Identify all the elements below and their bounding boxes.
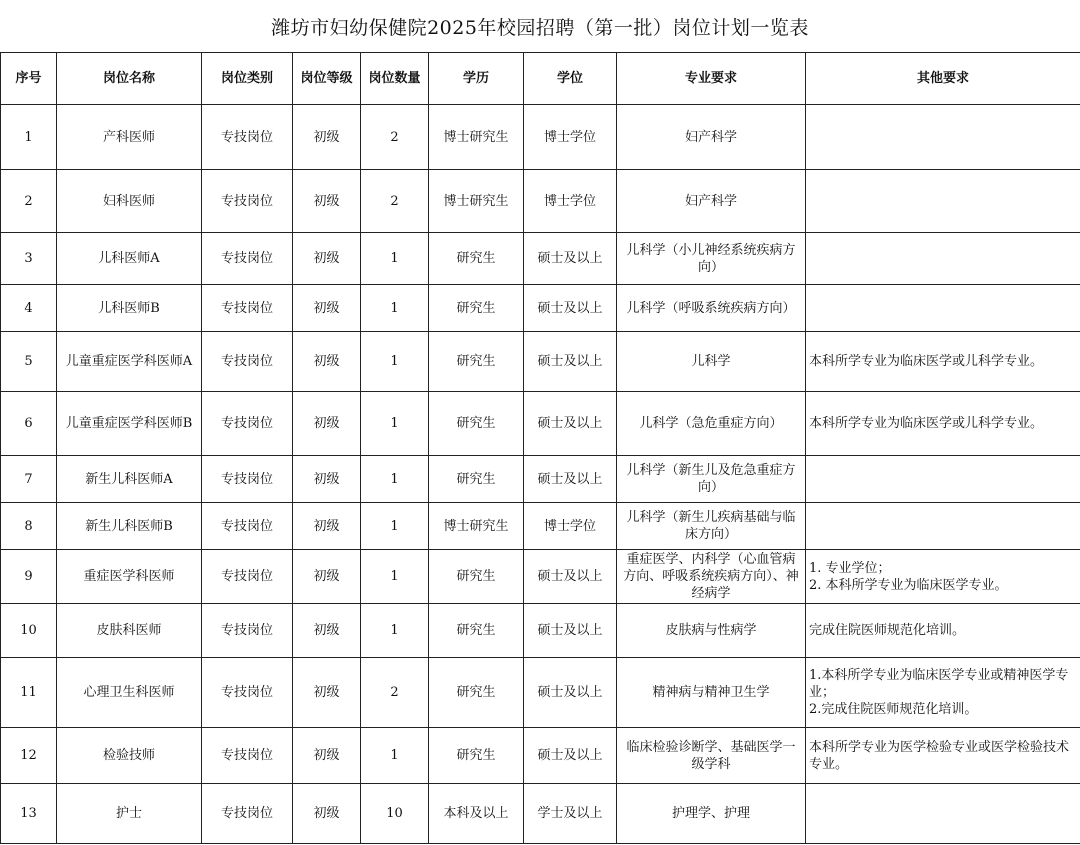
table-cell: 10 (1, 604, 57, 658)
table-cell: 硕士及以上 (524, 285, 617, 332)
table-cell (806, 170, 1080, 233)
table-cell: 本科及以上 (429, 784, 524, 844)
table-cell: 本科所学专业为临床医学或儿科学专业。 (806, 332, 1080, 392)
table-cell: 9 (1, 550, 57, 604)
table-cell: 博士学位 (524, 170, 617, 233)
header-cell: 其他要求 (806, 53, 1080, 105)
header-cell: 岗位数量 (361, 53, 429, 105)
table-cell: 研究生 (429, 604, 524, 658)
table-row (1, 728, 1080, 784)
table-cell (806, 233, 1080, 285)
table-cell: 研究生 (429, 658, 524, 728)
table-cell: 6 (1, 392, 57, 456)
table-cell: 1 (361, 456, 429, 503)
table-cell: 1.本科所学专业为临床医学专业或精神医学专业； 2.完成住院医师规范化培训。 (806, 658, 1080, 728)
table-cell: 心理卫生科医师 (57, 658, 202, 728)
table-cell: 初级 (293, 332, 361, 392)
table-cell: 皮肤科医师 (57, 604, 202, 658)
position-table (0, 52, 1080, 844)
table-cell: 儿童重症医学科医师B (57, 392, 202, 456)
table-cell: 精神病与精神卫生学 (617, 658, 806, 728)
table-cell: 专技岗位 (202, 550, 293, 604)
table-cell: 硕士及以上 (524, 233, 617, 285)
table-cell (806, 784, 1080, 844)
table-cell: 2 (361, 170, 429, 233)
table-cell: 初级 (293, 784, 361, 844)
table-cell: 研究生 (429, 233, 524, 285)
table-row (1, 332, 1080, 392)
table-cell: 妇产科学 (617, 105, 806, 170)
table-cell: 初级 (293, 604, 361, 658)
header-cell: 学位 (524, 53, 617, 105)
table-cell: 新生儿科医师A (57, 456, 202, 503)
table-cell: 新生儿科医师B (57, 503, 202, 550)
table-cell: 初级 (293, 392, 361, 456)
table-cell: 1 (361, 233, 429, 285)
header-cell: 序号 (1, 53, 57, 105)
table-cell: 博士学位 (524, 105, 617, 170)
table-cell (806, 503, 1080, 550)
table-cell: 博士研究生 (429, 503, 524, 550)
table-cell: 1 (361, 285, 429, 332)
table-cell: 专技岗位 (202, 392, 293, 456)
table-cell: 3 (1, 233, 57, 285)
table-cell: 专技岗位 (202, 233, 293, 285)
table-cell: 儿科医师B (57, 285, 202, 332)
table-cell: 临床检验诊断学、基础医学一级学科 (617, 728, 806, 784)
table-cell: 初级 (293, 233, 361, 285)
table-cell: 专技岗位 (202, 105, 293, 170)
table-cell: 完成住院医师规范化培训。 (806, 604, 1080, 658)
table-cell: 2 (361, 105, 429, 170)
table-row (1, 456, 1080, 503)
header-cell: 岗位等级 (293, 53, 361, 105)
table-cell: 7 (1, 456, 57, 503)
table-cell: 初级 (293, 550, 361, 604)
table-cell: 4 (1, 285, 57, 332)
table-row (1, 604, 1080, 658)
table-cell: 妇科医师 (57, 170, 202, 233)
table-row (1, 550, 1080, 604)
table-cell: 硕士及以上 (524, 392, 617, 456)
table-cell: 初级 (293, 658, 361, 728)
table-cell: 本科所学专业为临床医学或儿科学专业。 (806, 392, 1080, 456)
table-cell: 初级 (293, 285, 361, 332)
table-cell: 研究生 (429, 332, 524, 392)
table-cell (806, 456, 1080, 503)
header-cell: 专业要求 (617, 53, 806, 105)
table-cell (806, 105, 1080, 170)
table-cell: 5 (1, 332, 57, 392)
table-cell: 1 (361, 604, 429, 658)
table-row (1, 784, 1080, 844)
table-cell: 专技岗位 (202, 170, 293, 233)
table-cell: 初级 (293, 728, 361, 784)
table-cell: 1 (1, 105, 57, 170)
table-cell: 产科医师 (57, 105, 202, 170)
table-row (1, 105, 1080, 170)
header-row (1, 53, 1080, 105)
table-cell: 研究生 (429, 285, 524, 332)
table-cell: 初级 (293, 456, 361, 503)
table-cell: 8 (1, 503, 57, 550)
table-cell: 专技岗位 (202, 503, 293, 550)
table-cell: 2 (1, 170, 57, 233)
table-row (1, 503, 1080, 550)
table-cell: 硕士及以上 (524, 658, 617, 728)
header-cell: 岗位类别 (202, 53, 293, 105)
table-row (1, 233, 1080, 285)
table-cell: 护士 (57, 784, 202, 844)
table-cell: 儿科学（新生儿及危急重症方向） (617, 456, 806, 503)
table-cell: 研究生 (429, 728, 524, 784)
table-cell: 专技岗位 (202, 784, 293, 844)
table-cell: 1 (361, 550, 429, 604)
table-cell: 2 (361, 658, 429, 728)
table-cell: 1 (361, 728, 429, 784)
table-cell: 初级 (293, 170, 361, 233)
table-cell: 妇产科学 (617, 170, 806, 233)
table-cell: 10 (361, 784, 429, 844)
header-cell: 岗位名称 (57, 53, 202, 105)
table-cell: 重症医学、内科学（心血管病方向、呼吸系统疾病方向）、神经病学 (617, 550, 806, 604)
table-cell: 专技岗位 (202, 604, 293, 658)
table-cell: 1 (361, 392, 429, 456)
page-title: 潍坊市妇幼保健院2025年校园招聘（第一批）岗位计划一览表 (271, 16, 809, 39)
table-cell: 初级 (293, 503, 361, 550)
table-cell: 儿科学（急危重症方向） (617, 392, 806, 456)
table-cell: 皮肤病与性病学 (617, 604, 806, 658)
table-cell: 儿童重症医学科医师A (57, 332, 202, 392)
table-cell: 12 (1, 728, 57, 784)
table-cell: 硕士及以上 (524, 550, 617, 604)
table-cell: 儿科学（呼吸系统疾病方向） (617, 285, 806, 332)
table-cell: 硕士及以上 (524, 604, 617, 658)
table-cell: 博士研究生 (429, 105, 524, 170)
table-row (1, 658, 1080, 728)
table-cell: 硕士及以上 (524, 456, 617, 503)
table-cell: 专技岗位 (202, 332, 293, 392)
table-cell: 专技岗位 (202, 456, 293, 503)
table-cell: 专技岗位 (202, 728, 293, 784)
table-cell: 1 (361, 332, 429, 392)
table-cell: 学士及以上 (524, 784, 617, 844)
table-cell: 检验技师 (57, 728, 202, 784)
table-cell: 研究生 (429, 456, 524, 503)
table-cell: 重症医学科医师 (57, 550, 202, 604)
table-cell: 1 (361, 503, 429, 550)
table-cell: 初级 (293, 105, 361, 170)
table-cell: 博士研究生 (429, 170, 524, 233)
table-cell: 研究生 (429, 392, 524, 456)
table-cell: 专技岗位 (202, 285, 293, 332)
table-cell: 博士学位 (524, 503, 617, 550)
table-cell: 11 (1, 658, 57, 728)
table-cell: 儿科医师A (57, 233, 202, 285)
table-cell: 本科所学专业为医学检验专业或医学检验技术专业。 (806, 728, 1080, 784)
table-cell (806, 285, 1080, 332)
table-cell: 硕士及以上 (524, 332, 617, 392)
table-cell: 专技岗位 (202, 658, 293, 728)
table-row (1, 285, 1080, 332)
table-cell: 硕士及以上 (524, 728, 617, 784)
table-row (1, 170, 1080, 233)
table-cell: 儿科学（新生儿疾病基础与临床方向） (617, 503, 806, 550)
table-cell: 儿科学（小儿神经系统疾病方向） (617, 233, 806, 285)
header-cell: 学历 (429, 53, 524, 105)
table-cell: 儿科学 (617, 332, 806, 392)
table-cell: 13 (1, 784, 57, 844)
table-cell: 护理学、护理 (617, 784, 806, 844)
table-row (1, 392, 1080, 456)
table-cell: 1. 专业学位； 2. 本科所学专业为临床医学专业。 (806, 550, 1080, 604)
table-cell: 研究生 (429, 550, 524, 604)
